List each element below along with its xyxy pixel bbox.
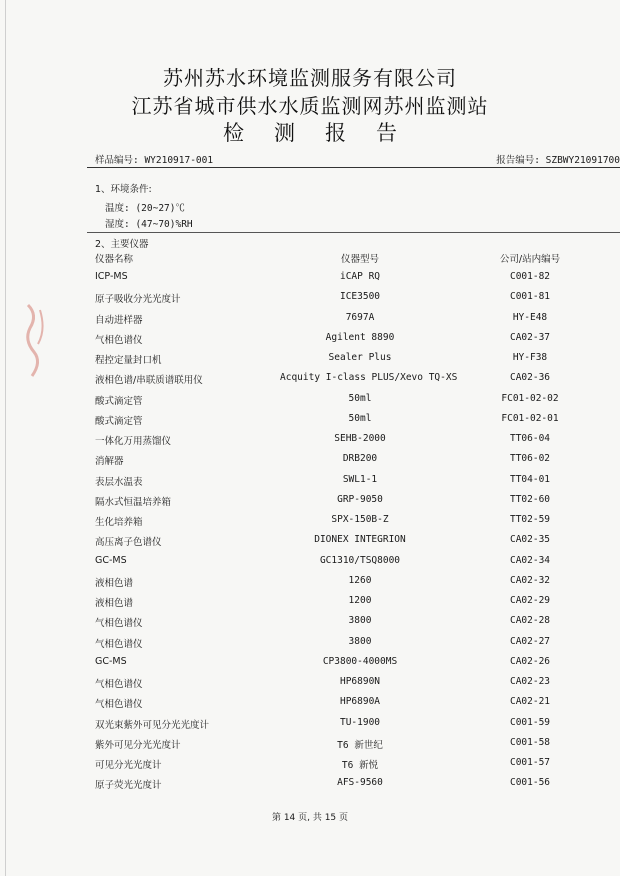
table-row	[95, 393, 620, 413]
table-row	[95, 453, 620, 473]
table-row	[95, 676, 620, 696]
instrument-name: 消解器	[95, 456, 124, 468]
instrument-model: CP3800-4000MS	[322, 655, 398, 667]
instrument-id: C001-56	[509, 777, 551, 789]
instrument-name: 紫外可见分光光度计	[95, 739, 181, 751]
environment-section-title: 1、环境条件:	[95, 184, 152, 195]
table-row	[95, 312, 620, 332]
table-row	[95, 575, 620, 595]
instrument-name: 液相色谱	[95, 577, 134, 589]
report-number: 报告编号: SZBWY21091700	[496, 155, 620, 166]
instrument-id: C001-58	[509, 736, 551, 748]
table-row	[95, 352, 620, 372]
instrument-model: GRP-9050	[337, 493, 383, 505]
table-row	[95, 534, 620, 554]
table-row	[95, 636, 620, 656]
instrument-model: 3800	[348, 615, 372, 627]
instrument-id: C001-82	[509, 271, 551, 282]
instrument-id: C001-81	[509, 291, 551, 303]
instrument-name: GC-MS	[95, 655, 127, 667]
table-row	[95, 757, 620, 777]
instrument-model: DRB200	[342, 453, 378, 465]
instrument-name: 原子荧光光度计	[95, 780, 162, 792]
company-name: 苏州苏水环境监测服务有限公司	[163, 66, 457, 90]
station-name: 江苏省城市供水水质监测网苏州监测站	[131, 94, 489, 118]
sample-number: 样品编号: WY210917-001	[95, 155, 214, 166]
instrument-model: T6 新悦	[341, 760, 379, 771]
table-row	[95, 372, 620, 392]
instrument-name: 隔水式恒温培养箱	[95, 496, 172, 508]
instrument-name: 气相色谱仪	[95, 334, 143, 346]
instrument-name: 酸式滴定管	[95, 415, 143, 427]
instrument-id: CA02-28	[509, 615, 551, 627]
column-header-name: 仪器名称	[95, 254, 134, 265]
instrument-model: SPX-150B-Z	[331, 514, 389, 525]
temperature-condition: 温度: (20~27)℃	[105, 203, 185, 214]
instrument-id: CA02-21	[509, 696, 551, 708]
instrument-id: CA02-32	[509, 574, 551, 586]
instrument-name: 原子吸收分光光度计	[95, 294, 181, 306]
instrument-name: 酸式滴定管	[95, 395, 143, 407]
instrument-id: CA02-29	[509, 595, 551, 606]
instrument-model: 3800	[348, 635, 372, 647]
instrument-model: 50ml	[348, 412, 372, 424]
instrument-name: 双光束紫外可见分光光度计	[95, 719, 210, 731]
instrument-model: 1200	[348, 595, 372, 606]
instruments-section-title: 2、主要仪器	[95, 239, 149, 250]
table-row	[95, 656, 620, 676]
report-title: 检测报告	[223, 121, 427, 145]
instrument-name: 高压离子色谱仪	[95, 537, 162, 549]
instrument-model: 50ml	[348, 392, 372, 404]
table-row	[95, 717, 620, 737]
instrument-model: HP6890A	[339, 696, 381, 708]
table-row	[95, 514, 620, 534]
instrument-name: 气相色谱仪	[95, 618, 143, 630]
instrument-id: TT02-59	[509, 514, 551, 525]
instrument-model: 7697A	[345, 311, 375, 323]
instrument-model: Acquity I-class PLUS/Xevo TQ-XS	[280, 372, 458, 384]
instrument-name: 液相色谱	[95, 598, 134, 609]
divider	[87, 167, 620, 168]
divider	[87, 232, 620, 233]
instrument-id: CA02-36	[509, 372, 551, 384]
table-row	[95, 494, 620, 514]
instrument-id: TT06-02	[509, 453, 551, 465]
table-row	[95, 595, 620, 615]
table-row	[95, 332, 620, 352]
instrument-id: C001-59	[509, 716, 551, 728]
instrument-model: DIONEX INTEGRION	[314, 534, 406, 546]
instrument-name: 程控定量封口机	[95, 355, 162, 366]
instrument-id: C001-57	[509, 757, 551, 768]
instrument-model: AFS-9560	[337, 777, 383, 789]
table-row	[95, 433, 620, 453]
instrument-name: 一体化万用蒸馏仪	[95, 436, 172, 447]
instrument-id: TT02-60	[509, 493, 551, 505]
humidity-condition: 湿度: (47~70)%RH	[105, 219, 193, 230]
column-header-model: 仪器型号	[340, 254, 379, 265]
table-row	[95, 737, 620, 757]
instrument-model: SEHB-2000	[334, 433, 386, 444]
table-row	[95, 271, 620, 291]
instrument-id: HY-F38	[512, 352, 548, 363]
instrument-name: GC-MS	[95, 554, 127, 566]
table-row	[95, 555, 620, 575]
instrument-name: 液相色谱/串联质谱联用仪	[95, 375, 203, 387]
instrument-table-header	[95, 251, 620, 271]
instrument-id: FC01-02-02	[501, 392, 559, 404]
instrument-id: TT04-01	[509, 473, 551, 485]
instrument-id: CA02-26	[509, 655, 551, 667]
table-row	[95, 777, 620, 797]
instrument-model: Sealer Plus	[328, 352, 392, 363]
instrument-model: HP6890N	[339, 676, 381, 687]
column-header-id: 公司/站内编号	[499, 254, 561, 265]
instrument-model: T6 新世纪	[337, 739, 383, 751]
instrument-name: 气相色谱仪	[95, 679, 143, 690]
table-row	[95, 474, 620, 494]
instrument-id: FC01-02-01	[501, 412, 559, 424]
instrument-name: ICP-MS	[95, 271, 128, 282]
instrument-name: 气相色谱仪	[95, 638, 143, 650]
instrument-id: CA02-23	[509, 676, 551, 687]
instrument-model: TU-1900	[339, 716, 381, 728]
instrument-name: 气相色谱仪	[95, 699, 143, 711]
table-row	[95, 413, 620, 433]
instrument-id: HY-E48	[512, 311, 548, 323]
instrument-model: ICE3500	[339, 291, 381, 303]
seal-stamp-mark	[20, 300, 50, 380]
instrument-model: Agilent 8890	[325, 331, 395, 343]
instrument-id: CA02-34	[509, 554, 551, 566]
instrument-model: GC1310/TSQ8000	[319, 554, 401, 566]
instrument-name: 自动进样器	[95, 314, 143, 326]
table-row	[95, 696, 620, 716]
instrument-model: 1260	[348, 574, 372, 586]
instrument-id: CA02-27	[509, 635, 551, 647]
instrument-name: 表层水温表	[95, 476, 143, 488]
instrument-name: 生化培养箱	[95, 517, 143, 528]
instrument-id: CA02-35	[509, 534, 551, 546]
instrument-model: SWL1-1	[342, 473, 378, 485]
page-footer: 第 14 页, 共 15 页	[271, 813, 349, 823]
table-row	[95, 291, 620, 311]
instrument-id: TT06-04	[509, 433, 551, 444]
instrument-model: iCAP RQ	[339, 271, 381, 282]
instrument-name: 可见分光光度计	[95, 760, 162, 771]
instrument-id: CA02-37	[509, 331, 551, 343]
table-row	[95, 615, 620, 635]
